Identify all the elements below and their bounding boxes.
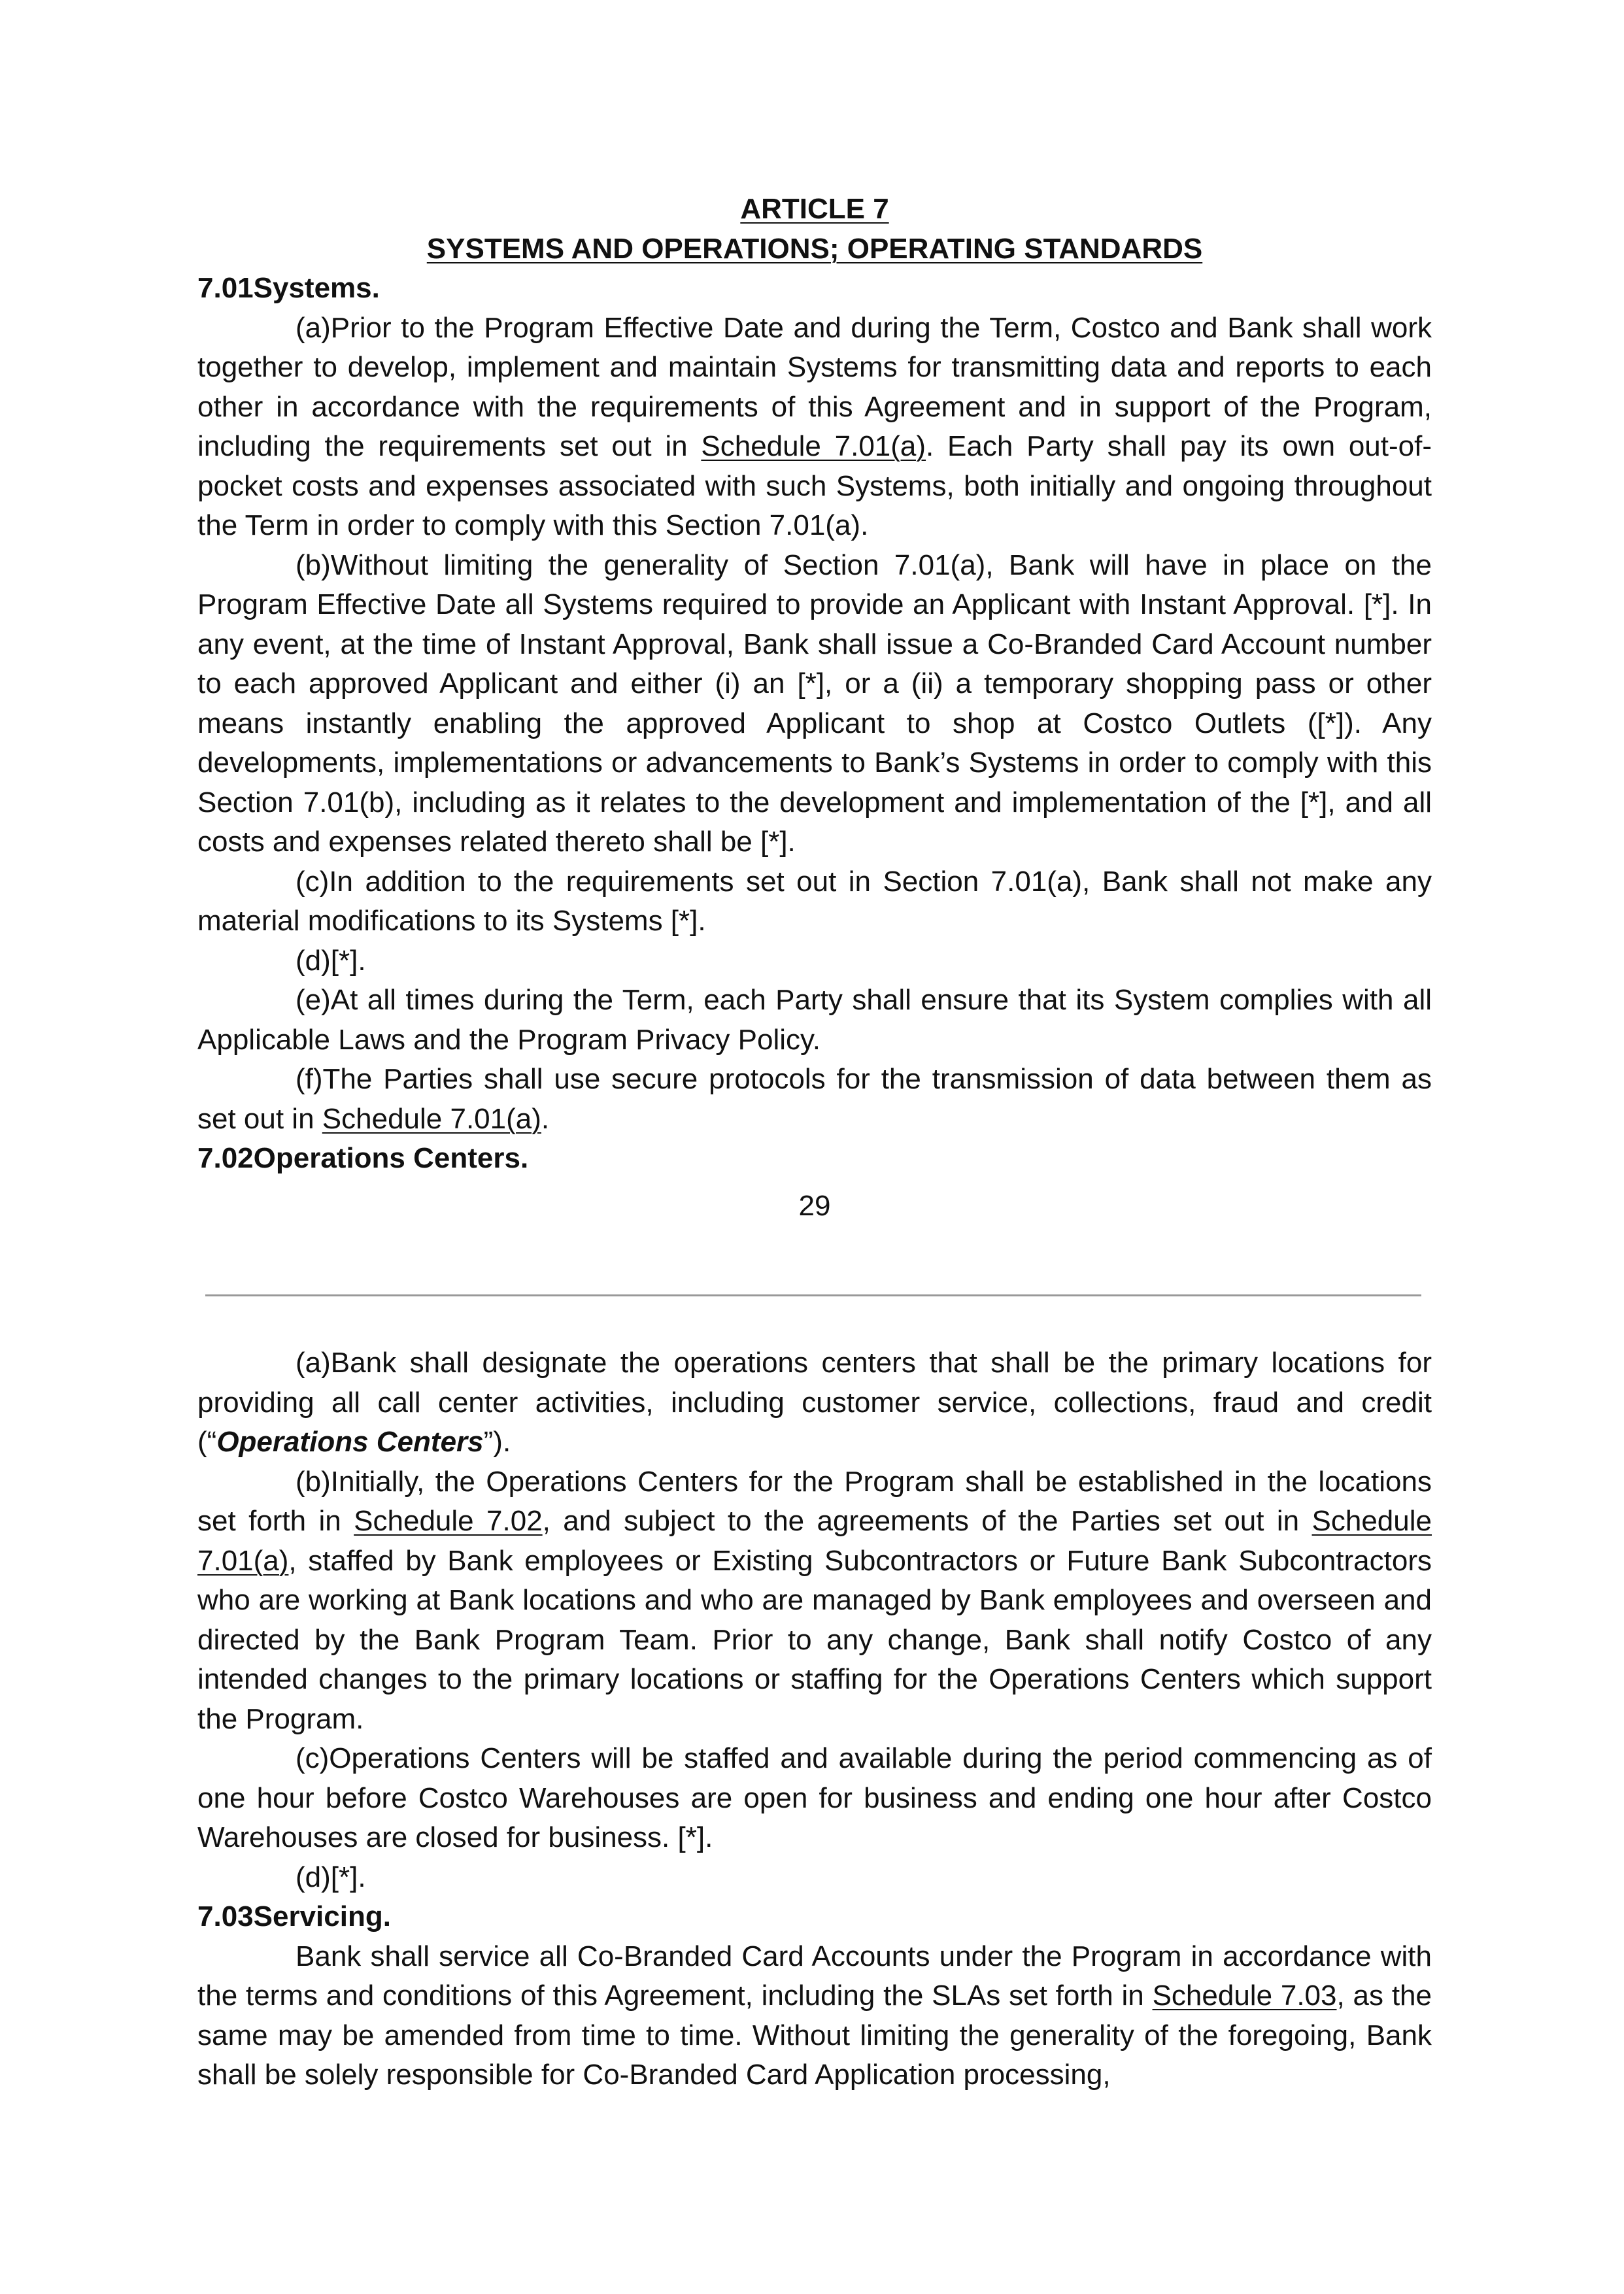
paragraph-7-01-c: (c)In addition to the requirements set out in Section 7.01(a), Bank shall not make any material modifications to its Systems [*].	[197, 865, 1432, 937]
paragraph-7-02-d: (d)[*].	[296, 1861, 366, 1893]
paragraph-7-01-e: (e)At all times during the Term, each Party shall ensure that its System complies with all Applicable Laws and the Program Privacy Policy.	[197, 984, 1432, 1056]
section-heading-7-02: 7.02Operations Centers.	[197, 1142, 529, 1174]
paragraph-7-02-b: (b)Initially, the Operations Centers for the Program shall be established in the locations set forth in Schedule 7.02, and subject to the agreements of the Parties set out in Schedule 7.01(a), staffed by Bank employees or Existing Subcontractors or Future Bank Subcontractors who are working at Bank locations and who are managed by Bank employees and overseen and directed by the Bank Program Team. Prior to any change, Bank shall notify Costco of any intended changes to the primary locations or staffing for the Operations Centers which support the Program.	[197, 1465, 1432, 1735]
paragraph-7-02-c: (c)Operations Centers will be staffed and available during the period commencing as of one hour before Costco Warehouses are open for business and ending one hour after Costco Warehouses are closed for business. [*].	[197, 1742, 1432, 1853]
article-heading: ARTICLE 7	[740, 193, 889, 225]
paragraph-7-02-a: (a)Bank shall designate the operations centers that shall be the primary locations for providing all call center activities, including customer service, collections, fraud and credit (“Operations Centers”).	[197, 1347, 1432, 1458]
paragraph-7-01-b: (b)Without limiting the generality of Section 7.01(a), Bank will have in place on the Program Effective Date all Systems required to provide an Applicant with Instant Approval. [*]. In any event, at the time of Instant Approval, Bank shall issue a Co-Branded Card Account number to each approved Applicant and either (i) an [*], or a (ii) a temporary shopping pass or other means instantly enabling the approved Applicant to shop at Costco Outlets ([*]). Any developments, implementations or advancements to Bank’s Systems in order to comply with this Section 7.01(b), including as it relates to the development and implementation of the [*], and all costs and expenses related thereto shall be [*].	[197, 548, 1432, 858]
schedule-link[interactable]: Schedule 7.01(a)	[701, 430, 926, 462]
defined-term: Operations Centers	[216, 1426, 484, 1458]
page-2	[197, 1343, 1432, 2095]
page-number: 29	[798, 1189, 831, 1222]
schedule-link[interactable]: Schedule 7.02	[354, 1505, 543, 1537]
paragraph-7-01-d: (d)[*].	[296, 944, 366, 977]
section-heading-7-01: 7.01Systems.	[197, 272, 380, 304]
article-title: SYSTEMS AND OPERATIONS; OPERATING STANDARDS	[426, 232, 1203, 265]
section-heading-7-03: 7.03Servicing.	[197, 1900, 391, 1932]
schedule-link[interactable]: Schedule 7.01(a)	[322, 1102, 541, 1135]
page-1	[197, 190, 1432, 1226]
paragraph-7-01-f: (f)The Parties shall use secure protocols for the transmission of data between them as set out in Schedule 7.01(a).	[197, 1063, 1432, 1135]
schedule-link[interactable]: Schedule 7.03	[1152, 1980, 1337, 2012]
page-divider	[205, 1294, 1421, 1296]
paragraph-7-03: Bank shall service all Co-Branded Card Accounts under the Program in accordance with the terms and conditions of this Agreement, including the SLAs set forth in Schedule 7.03, as the same may be amended from time to time. Without limiting the generality of the foregoing, Bank shall be solely responsible for Co-Branded Card Application processing,	[197, 1940, 1432, 2091]
schedule-link[interactable]: Schedule 7.01(a)	[197, 1505, 1432, 1577]
paragraph-7-01-a: (a)Prior to the Program Effective Date and during the Term, Costco and Bank shall work together to develop, implement and maintain Systems for transmitting data and reports to each other in accordance with the requirements of this Agreement and in support of the Program, including the requirements set out in Schedule 7.01(a). Each Party shall pay its own out-of-pocket costs and expenses associated with such Systems, both initially and ongoing throughout the Term in order to comply with this Section 7.01(a).	[197, 311, 1432, 541]
